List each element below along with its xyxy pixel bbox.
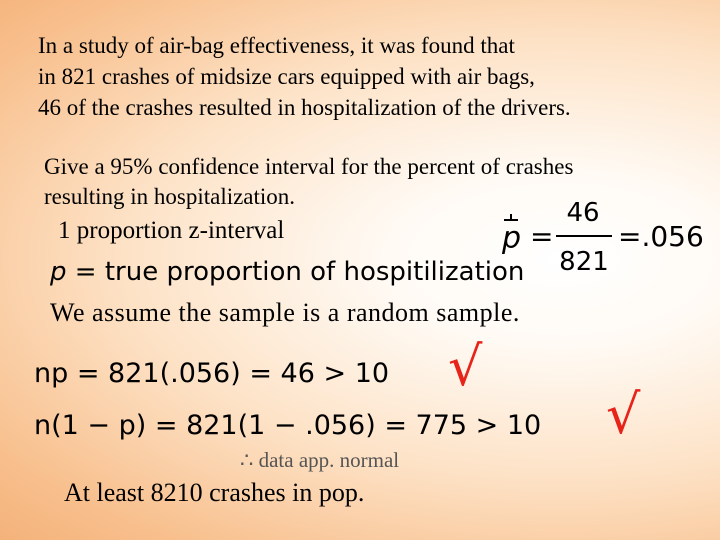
- checkmark-icon: √: [606, 383, 641, 446]
- intro-line-1: In a study of air-bag effectiveness, it was found that: [38, 33, 515, 58]
- question-line-2: resulting in hospitalization.: [44, 184, 296, 209]
- population-condition: At least 8210 crashes in pop.: [64, 478, 365, 507]
- np-condition: np = 821(.056) = 46 > 10: [34, 358, 390, 389]
- normality-conclusion: ∴ data app. normal: [240, 448, 400, 472]
- problem-intro: [38, 30, 571, 123]
- phat-symbol: p: [502, 221, 522, 256]
- parameter-definition: [50, 257, 524, 287]
- intro-line-3: 46 of the crashes resulted in hospitalization of the drivers.: [38, 95, 571, 120]
- svg-text:=: =: [530, 220, 554, 253]
- nq-condition: n(1 − p) = 821(1 − .056) = 775 > 10: [34, 410, 542, 441]
- question-line-1: Give a 95% confidence interval for the percent of crashes: [44, 154, 574, 179]
- phat-result: =.056: [618, 220, 704, 253]
- random-sample-assumption: We assume the sample is a random sample.: [50, 298, 520, 327]
- method-label: 1 proportion z-interval: [58, 217, 285, 244]
- phat-denominator: 821: [559, 247, 609, 276]
- checkmark-icon: √: [448, 335, 483, 398]
- parameter-symbol: p: [50, 257, 67, 287]
- intro-line-2: in 821 crashes of midsize cars equipped with air bags,: [38, 64, 535, 89]
- phat-formula: [500, 196, 710, 276]
- parameter-text: = true proportion of hospitilization: [74, 257, 525, 287]
- problem-question: [44, 152, 573, 212]
- phat-numerator: 46: [566, 198, 600, 228]
